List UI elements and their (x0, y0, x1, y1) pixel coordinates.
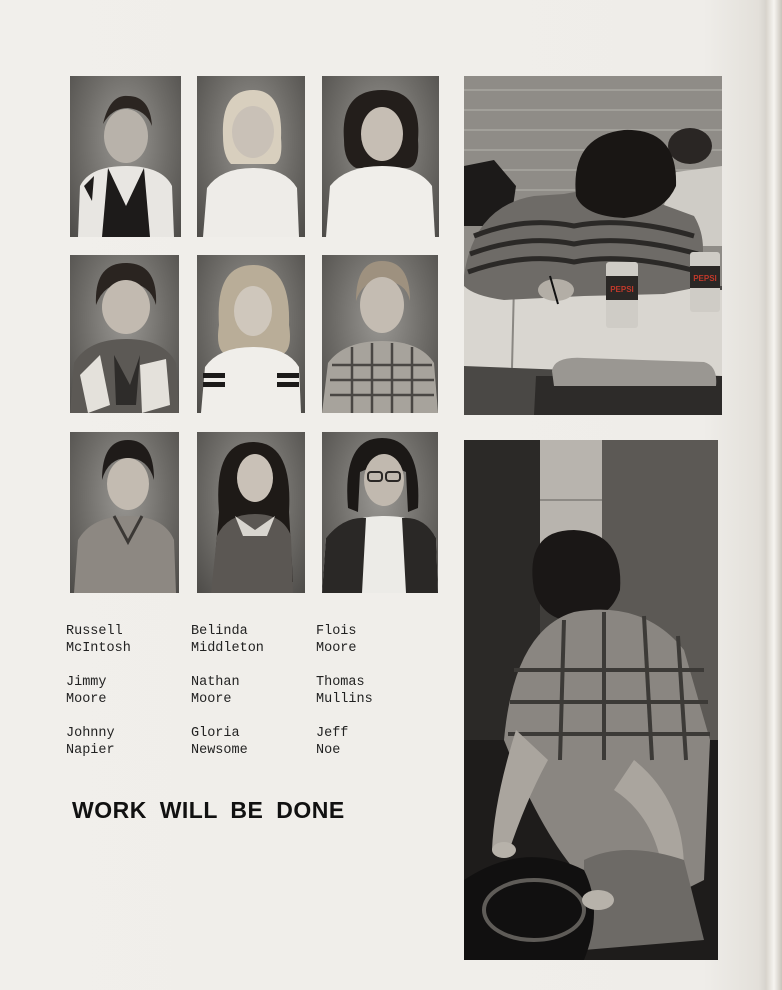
caption-cell (316, 675, 436, 708)
workshop-scene (464, 440, 718, 960)
caption-first-name: Russell (66, 624, 123, 639)
caption-first-name: Johnny (66, 726, 115, 741)
candid-photo-workshop (464, 440, 718, 960)
caption-last-name: Moore (191, 691, 232, 707)
portrait-photo-2 (197, 76, 305, 237)
caption-cell (316, 624, 436, 657)
portrait-figure (70, 76, 181, 237)
caption-cell (66, 675, 186, 708)
caption-cell (191, 624, 311, 657)
caption-last-name: Middleton (191, 640, 264, 656)
caption-last-name: Moore (316, 640, 357, 656)
caption-cell (191, 675, 311, 708)
page-binding-edge (766, 0, 782, 990)
portrait-photo-8 (197, 432, 305, 593)
soda-can-label: PEPSI (693, 274, 717, 283)
page-headline: WORK WILL BE DONE (72, 797, 345, 823)
caption-first-name: Jeff (316, 726, 349, 741)
classroom-scene (464, 76, 722, 415)
caption-cell (66, 624, 186, 657)
portrait-figure (197, 432, 305, 593)
portrait-figure (197, 76, 305, 237)
portrait-photo-6 (322, 255, 438, 413)
caption-first-name: Gloria (191, 726, 240, 741)
portrait-photo-4 (70, 255, 179, 413)
caption-last-name: Mullins (316, 691, 373, 707)
portrait-figure (322, 432, 438, 593)
portrait-photo-7 (70, 432, 179, 593)
caption-first-name: Thomas (316, 675, 365, 690)
caption-first-name: Nathan (191, 675, 240, 690)
caption-last-name: Napier (66, 742, 115, 758)
caption-last-name: Newsome (191, 742, 248, 758)
portrait-figure (197, 255, 305, 413)
caption-last-name: McIntosh (66, 640, 131, 656)
portrait-figure (322, 76, 439, 237)
caption-cell (316, 726, 436, 759)
caption-cell (191, 726, 311, 759)
soda-can-label: PEPSI (610, 285, 634, 294)
caption-first-name: Belinda (191, 624, 248, 639)
portrait-photo-3 (322, 76, 439, 237)
portrait-photo-5 (197, 255, 305, 413)
caption-first-name: Jimmy (66, 675, 107, 690)
portrait-figure (322, 255, 438, 413)
candid-photo-classroom (464, 76, 722, 415)
portrait-figure (70, 255, 179, 413)
portrait-photo-9 (322, 432, 438, 593)
portrait-photo-1 (70, 76, 181, 237)
caption-cell (66, 726, 186, 759)
caption-last-name: Noe (316, 742, 341, 758)
caption-last-name: Moore (66, 691, 107, 707)
portrait-figure (70, 432, 179, 593)
caption-first-name: Flois (316, 624, 357, 639)
